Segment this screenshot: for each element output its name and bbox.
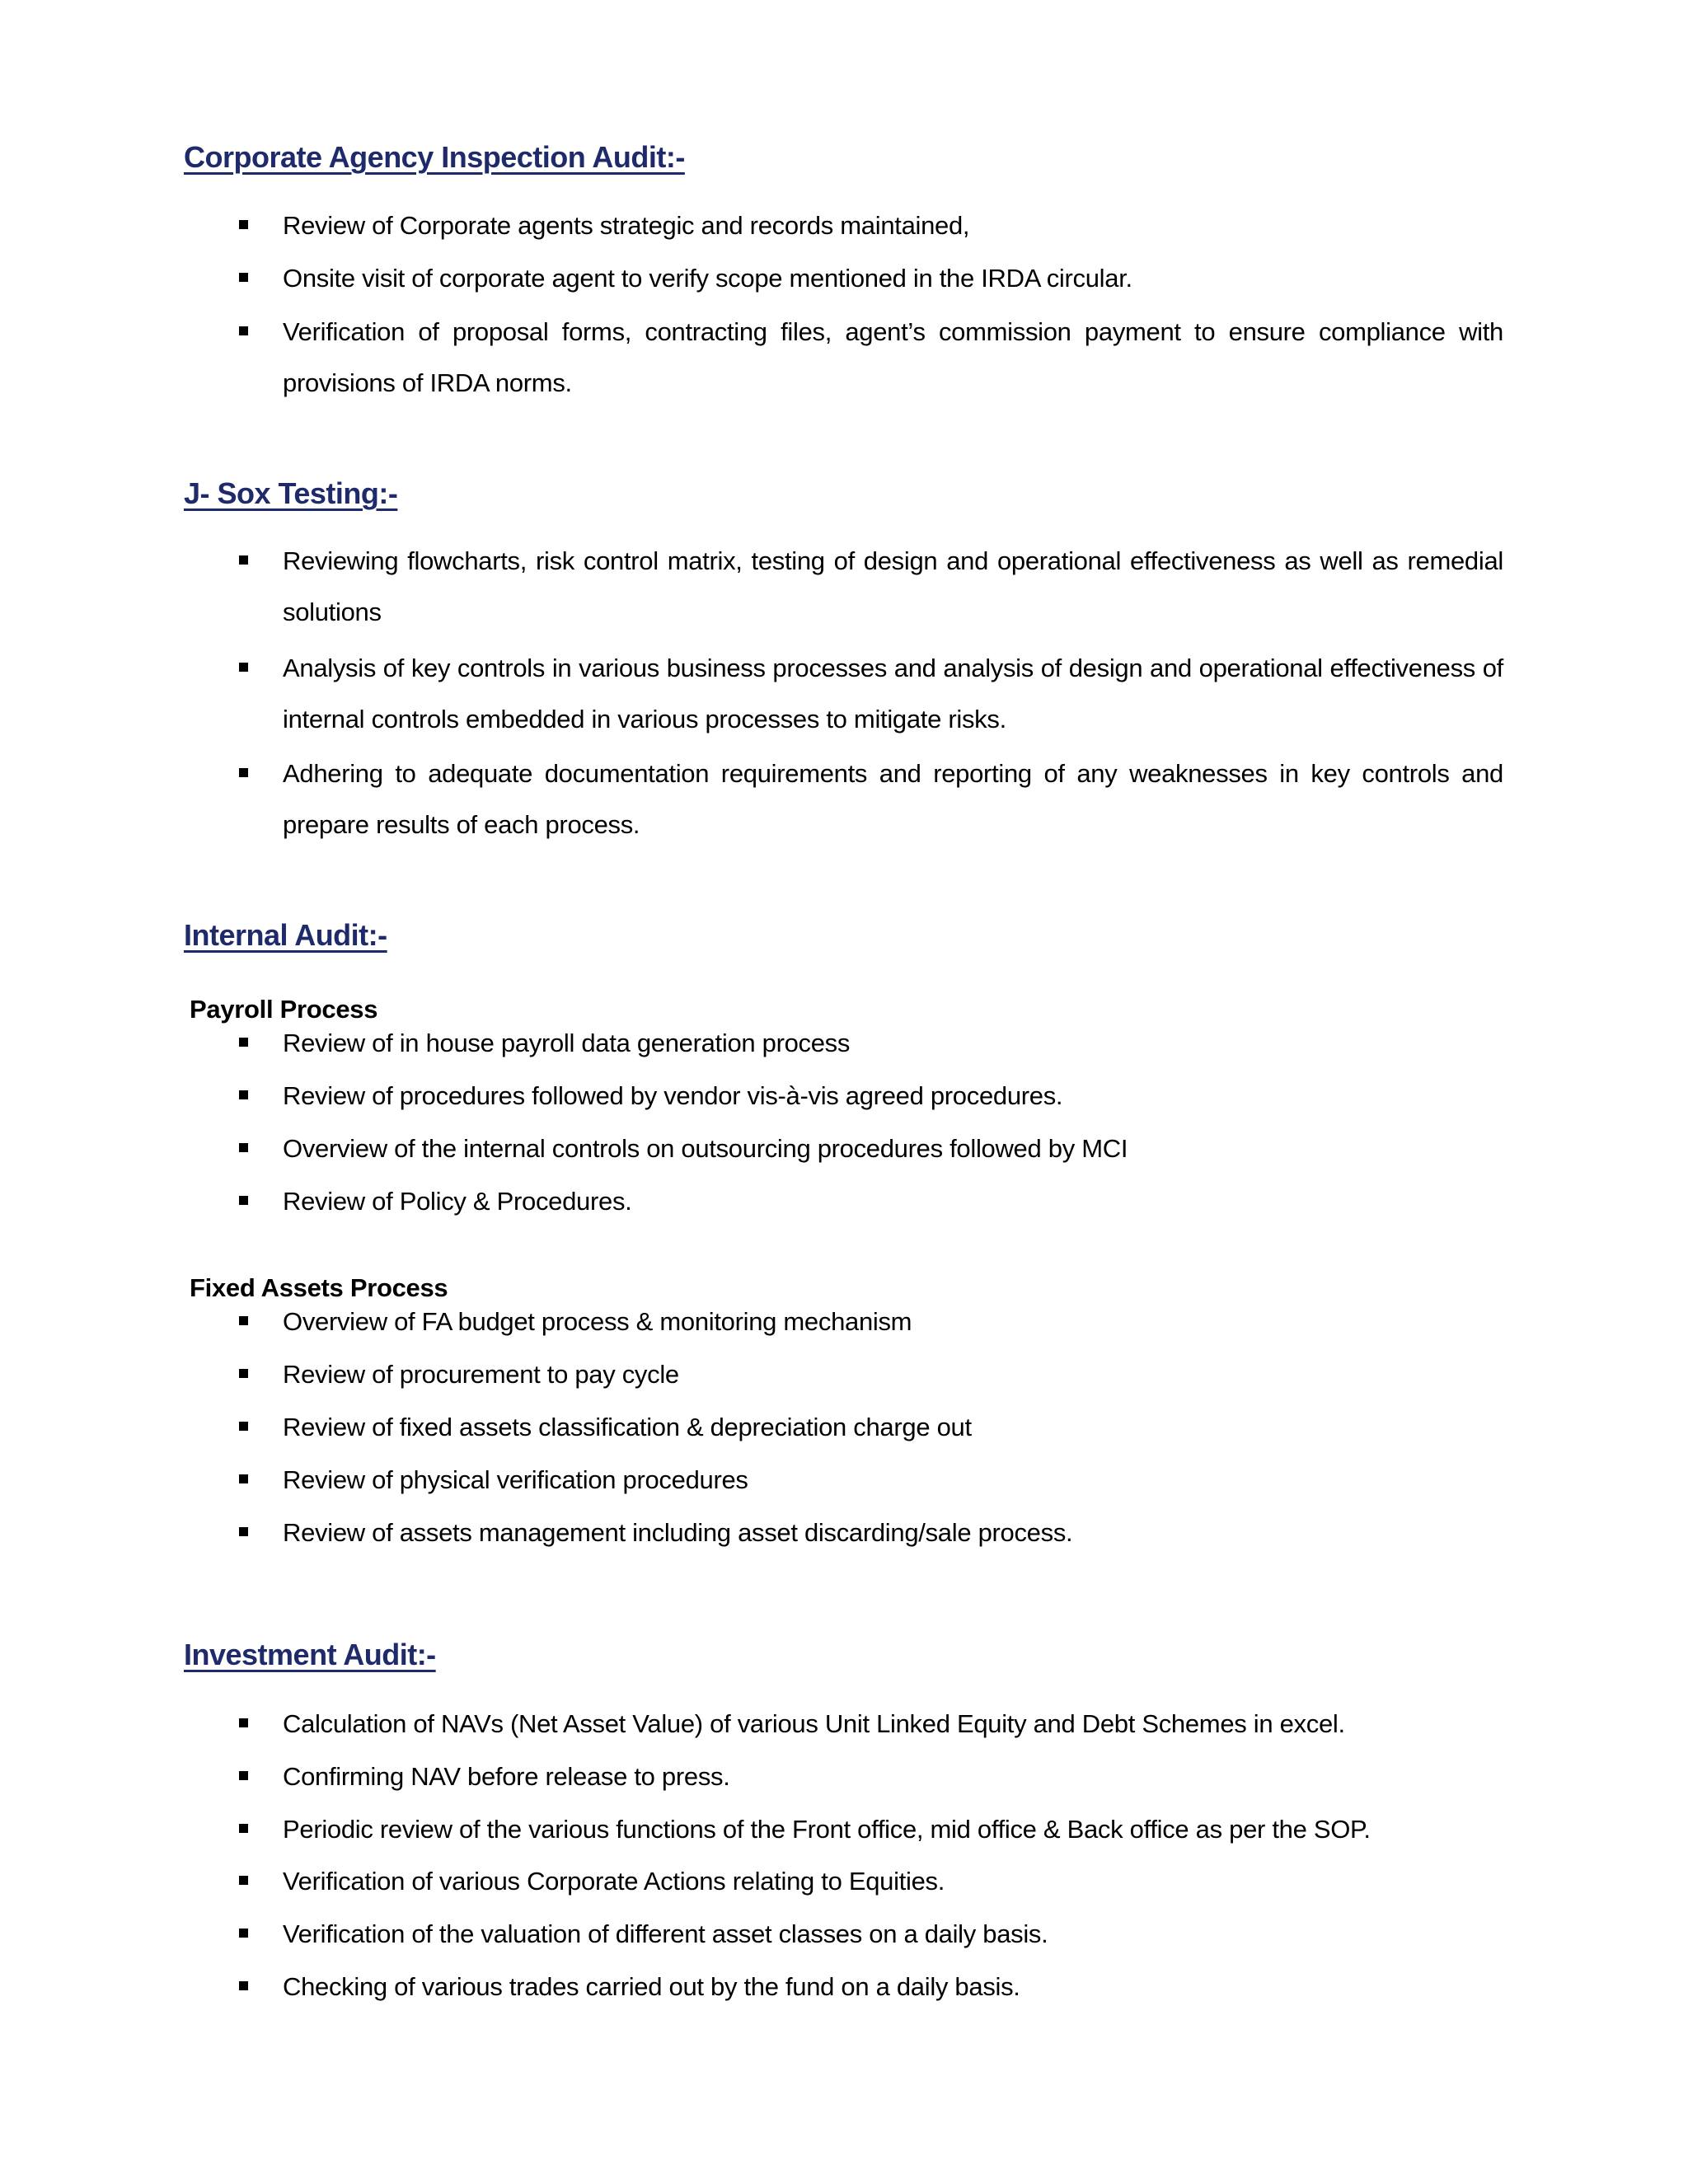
bullet-icon — [239, 1196, 248, 1205]
bullet-icon — [239, 1981, 248, 1990]
list-item: Verification of proposal forms, contracting files, agent’s commission payment to ensure compliance with provisions of IRDA norms. — [239, 307, 1503, 409]
bullet-icon — [239, 1929, 248, 1938]
list-item: Review of Corporate agents strategic and records maintained, — [239, 200, 1503, 251]
bullet-icon — [239, 1824, 248, 1833]
list-item: Calculation of NAVs (Net Asset Value) of various Unit Linked Equity and Debt Schemes in excel. — [239, 1699, 1503, 1750]
bullet-icon — [239, 1143, 248, 1152]
bullet-icon — [239, 1876, 248, 1885]
list-item: Reviewing flowcharts, risk control matrix, testing of design and operational effectiveness as well as remedial solutions — [239, 536, 1503, 638]
bullet-icon — [239, 768, 248, 777]
section-heading-j-sox: J- Sox Testing:- — [184, 476, 398, 510]
bullet-icon — [239, 326, 248, 335]
list-item: Review of physical verification procedures — [239, 1455, 1503, 1506]
list-item: Review of Policy & Procedures. — [239, 1176, 1503, 1227]
bullet-icon — [239, 1422, 248, 1431]
list-item: Analysis of key controls in various business processes and analysis of design and operational effectiveness of internal controls embedded in various processes to mitigate risks. — [239, 643, 1503, 745]
subsection-title-fixed-assets: Fixed Assets Process — [190, 1273, 448, 1302]
bullet-icon — [239, 555, 248, 565]
list-item: Verification of various Corporate Actions relating to Equities. — [239, 1856, 1503, 1907]
list-item: Checking of various trades carried out by the fund on a daily basis. — [239, 1961, 1503, 2013]
list-item: Review of fixed assets classification & depreciation charge out — [239, 1402, 1503, 1453]
bullet-icon — [239, 1718, 248, 1727]
section-heading-corporate-agency: Corporate Agency Inspection Audit:- — [184, 140, 685, 174]
list-item: Review of procedures followed by vendor vis-à-vis agreed procedures. — [239, 1071, 1503, 1122]
list-item: Overview of FA budget process & monitoring mechanism — [239, 1296, 1503, 1347]
bullet-icon — [239, 1316, 248, 1325]
section-heading-internal-audit: Internal Audit:- — [184, 918, 387, 952]
bullet-icon — [239, 1771, 248, 1780]
bullet-icon — [239, 663, 248, 672]
list-item: Overview of the internal controls on outsourcing procedures followed by MCI — [239, 1123, 1503, 1174]
bullet-icon — [239, 1369, 248, 1378]
bullet-icon — [239, 273, 248, 282]
bullet-icon — [239, 1527, 248, 1536]
list-item: Review of in house payroll data generation process — [239, 1018, 1503, 1069]
list-item: Confirming NAV before release to press. — [239, 1751, 1503, 1802]
bullet-icon — [239, 1474, 248, 1483]
bullet-icon — [239, 1090, 248, 1099]
section-heading-investment-audit: Investment Audit:- — [184, 1638, 436, 1671]
list-item: Review of procurement to pay cycle — [239, 1349, 1503, 1400]
list-item: Onsite visit of corporate agent to verify scope mentioned in the IRDA circular. — [239, 253, 1503, 304]
subsection-title-payroll: Payroll Process — [190, 995, 378, 1024]
list-item: Periodic review of the various functions of the Front office, mid office & Back office as per the SOP. — [239, 1804, 1503, 1855]
bullet-icon — [239, 1038, 248, 1047]
list-item: Verification of the valuation of different asset classes on a daily basis. — [239, 1909, 1503, 1960]
bullet-icon — [239, 220, 248, 229]
list-item: Adhering to adequate documentation requirements and reporting of any weaknesses in key controls and prepare results of each process. — [239, 748, 1503, 851]
list-item: Review of assets management including asset discarding/sale process. — [239, 1507, 1503, 1558]
